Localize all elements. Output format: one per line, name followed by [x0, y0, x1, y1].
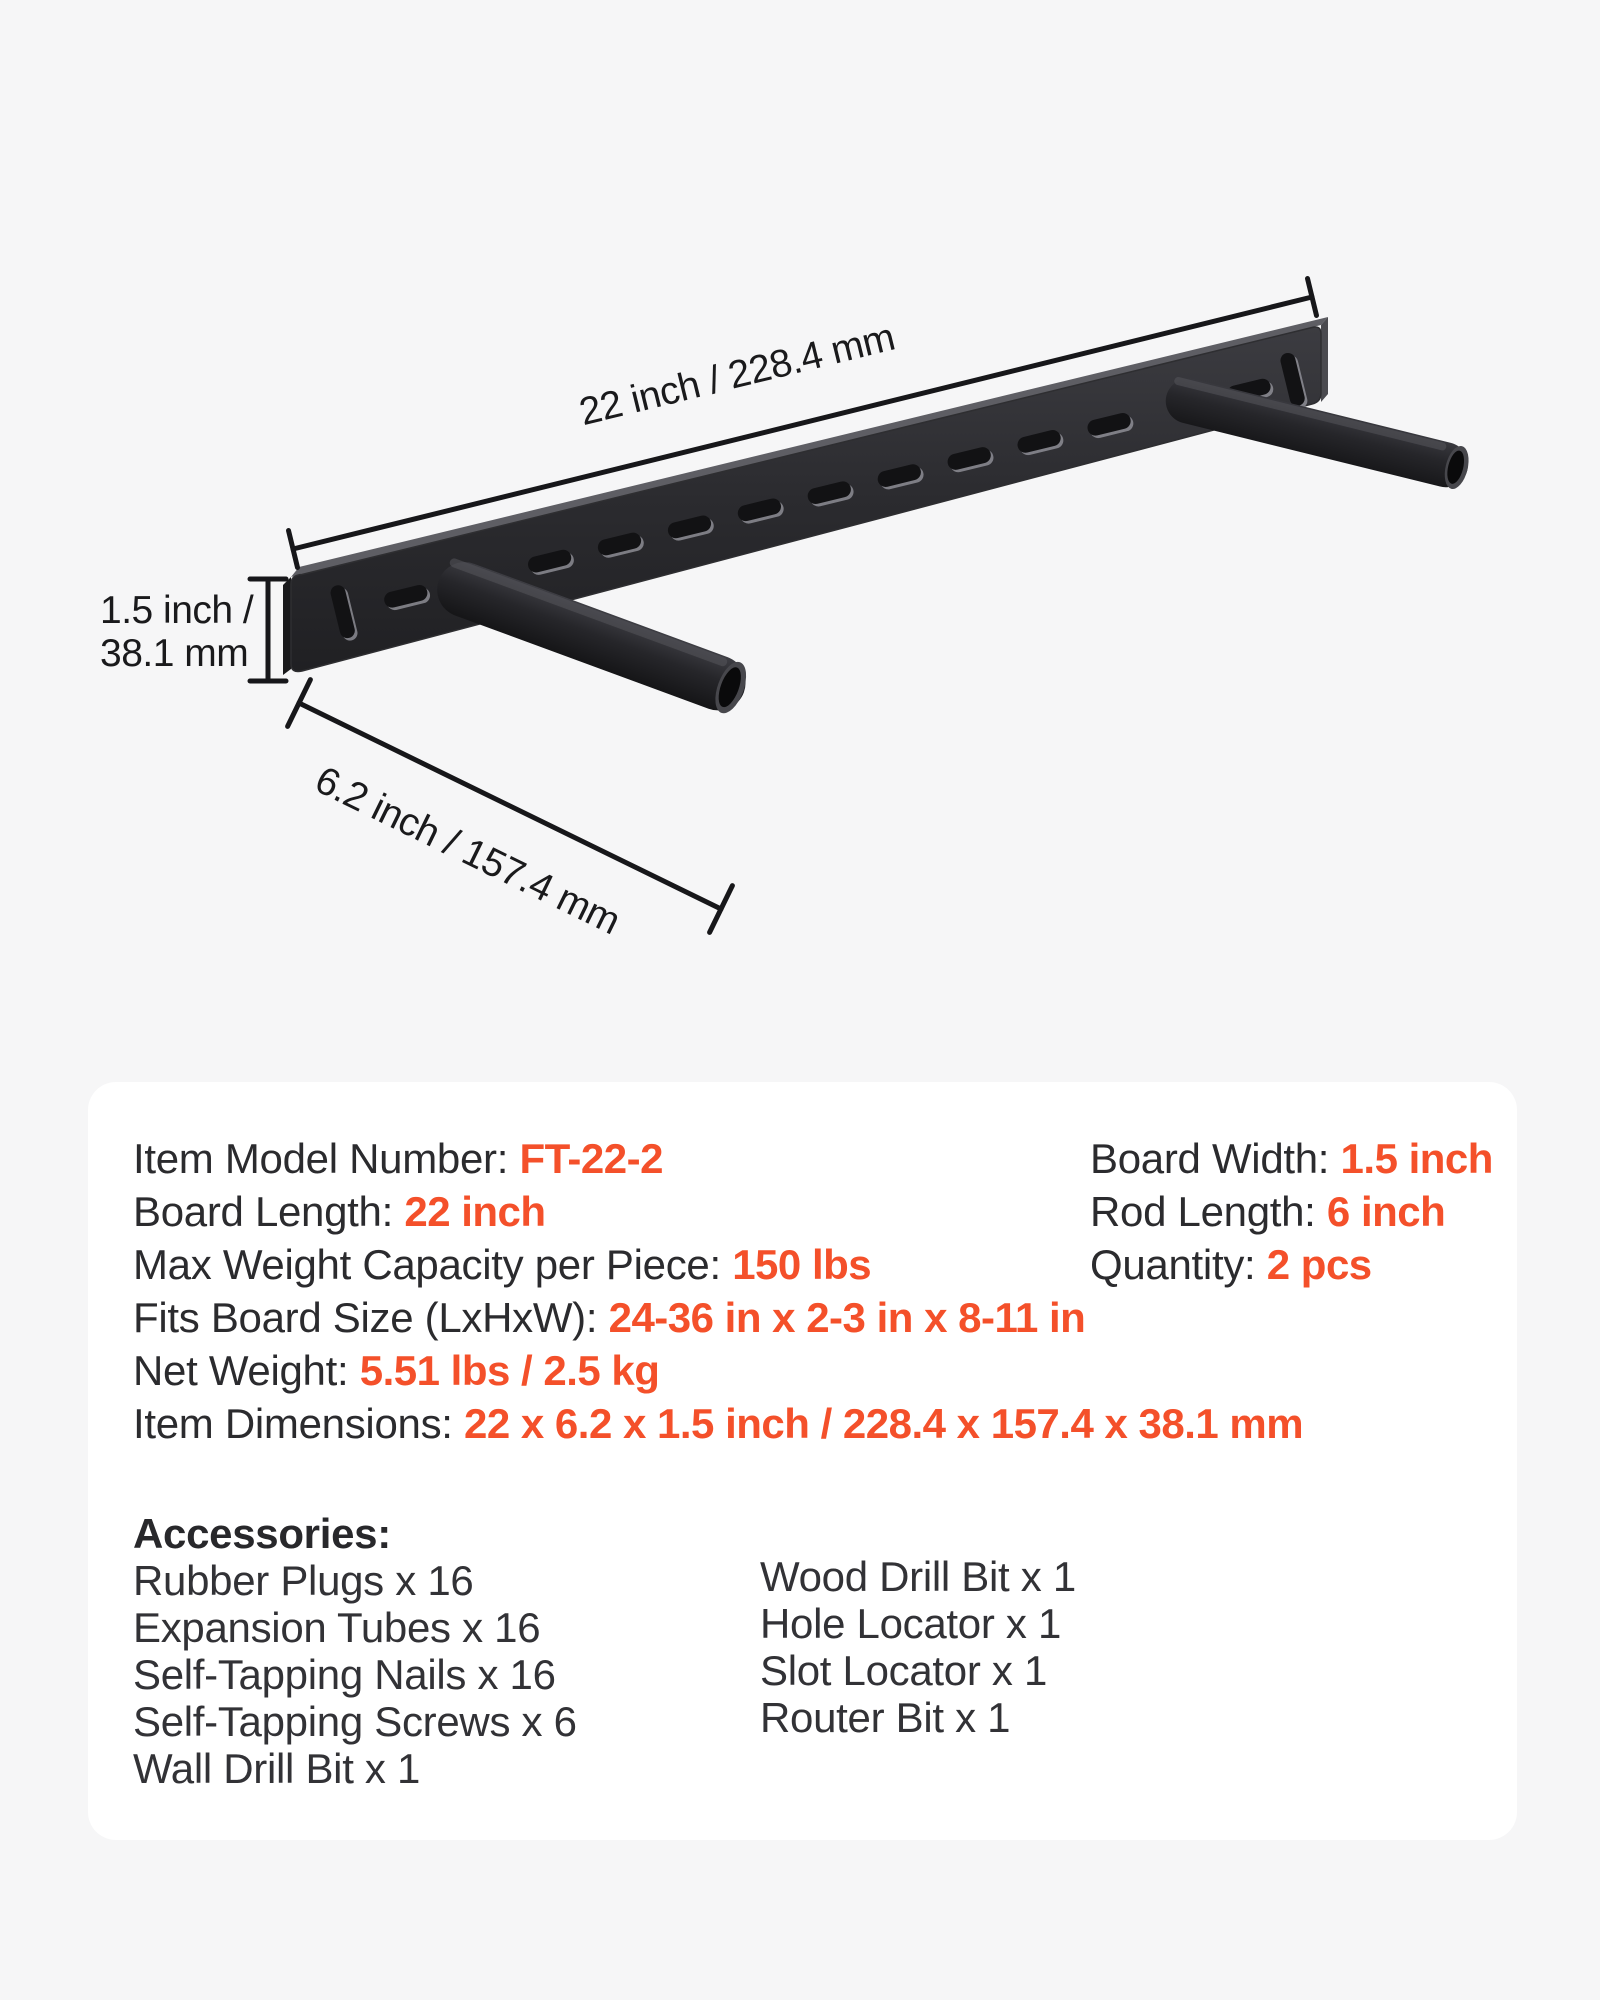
- spec-label: Board Length:: [133, 1188, 405, 1235]
- width-dimension-label-line1: 1.5 inch /: [100, 589, 254, 632]
- length-dimension-label: 22 inch / 228.4 mm: [575, 315, 899, 435]
- spec-value: 22 inch: [404, 1188, 546, 1235]
- spec-label: Fits Board Size (LxHxW):: [133, 1294, 609, 1341]
- spec-label: Item Model Number:: [133, 1135, 520, 1182]
- spec-value: 5.51 lbs / 2.5 kg: [359, 1347, 660, 1394]
- spec-label: Rod Length:: [1090, 1188, 1327, 1235]
- spec-label: Item Dimensions:: [133, 1400, 465, 1447]
- bracket-bar: [283, 317, 1473, 718]
- spec-row-net-weight: [133, 1344, 1303, 1397]
- bar-right-edge: [1321, 317, 1328, 402]
- spec-card: [88, 1082, 1517, 1840]
- spec-row-rod-length: [1090, 1185, 1493, 1238]
- spec-value: 150 lbs: [732, 1241, 872, 1288]
- spec-row-quantity: [1090, 1238, 1493, 1291]
- accessories-heading: Accessories:: [133, 1510, 391, 1557]
- spec-row-fits-board-size: [133, 1291, 1303, 1344]
- accessory-item: Rubber Plugs x 16: [133, 1557, 474, 1604]
- spec-label: Max Weight Capacity per Piece:: [133, 1241, 733, 1288]
- accessories-column-right: [760, 1553, 1076, 1741]
- spec-label: Net Weight:: [133, 1347, 360, 1394]
- dimension-width: [250, 579, 286, 681]
- accessory-item: Router Bit x 1: [760, 1694, 1011, 1741]
- spec-value: 22 x 6.2 x 1.5 inch / 228.4 x 157.4 x 38.1 mm: [464, 1400, 1304, 1447]
- accessory-item: Wood Drill Bit x 1: [760, 1553, 1076, 1600]
- accessory-item: Wall Drill Bit x 1: [133, 1745, 421, 1792]
- accessory-item: Expansion Tubes x 16: [133, 1604, 541, 1651]
- spec-row-item-dimensions: [133, 1397, 1303, 1450]
- spec-value: FT-22-2: [519, 1135, 663, 1182]
- depth-dimension-label: 6.2 inch / 157.4 mm: [308, 758, 627, 944]
- spec-label: Board Width:: [1090, 1135, 1341, 1182]
- spec-value: 2 pcs: [1266, 1241, 1372, 1288]
- spec-value: 24-36 in x 2-3 in x 8-11 in: [608, 1294, 1086, 1341]
- accessory-item: Self-Tapping Nails x 16: [133, 1651, 556, 1698]
- accessory-item: Slot Locator x 1: [760, 1647, 1048, 1694]
- accessories-section: [133, 1510, 577, 1792]
- spec-label: Quantity:: [1090, 1241, 1267, 1288]
- spec-value: 6 inch: [1326, 1188, 1446, 1235]
- spec-value: 1.5 inch: [1340, 1135, 1493, 1182]
- bar-left-edge: [283, 577, 291, 675]
- spec-row-board-width: [1090, 1132, 1493, 1185]
- spec-column-right: [1090, 1132, 1493, 1291]
- accessory-item: Hole Locator x 1: [760, 1600, 1062, 1647]
- width-dimension-label-line2: 38.1 mm: [100, 632, 249, 675]
- accessory-item: Self-Tapping Screws x 6: [133, 1698, 577, 1745]
